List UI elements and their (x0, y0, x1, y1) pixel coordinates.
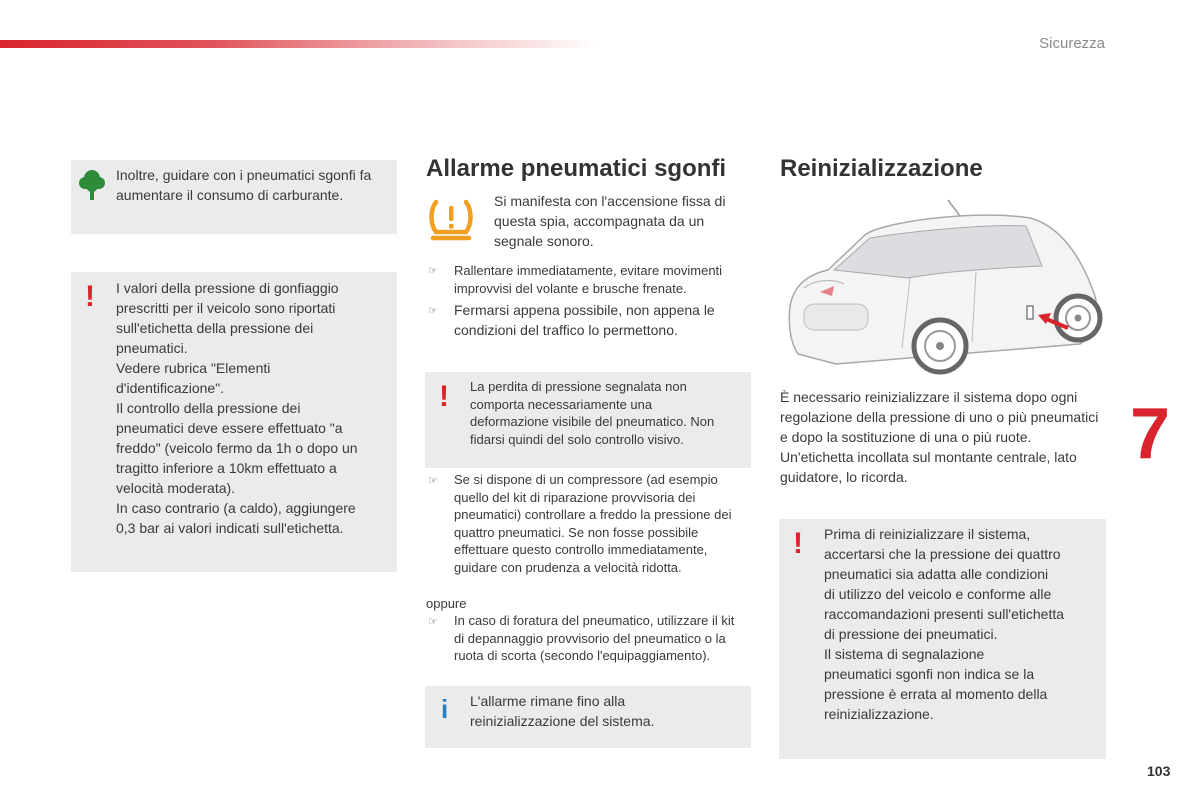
instruction-2: Fermarsi appena possibile, non appena le condizioni del traffico lo permettono. (454, 302, 715, 338)
text-line: Il controllo della pressione dei (116, 400, 301, 416)
chapter-number: 7 (1130, 394, 1171, 474)
top-accent-bar (0, 40, 600, 48)
text-line: reinizializzazione. (824, 706, 934, 722)
visual-check-warning-text: La perdita di pressione segnalata non comporta necessariamente una deformazione visibile del pneumatico. Non fidarsi quindi del solo controllo visivo. (470, 379, 715, 447)
instruction-4: In caso di foratura del pneumatico, utilizzare il kit di depannaggio provvisorio del pneumatico o la ruota di scorta (secondo l'equipaggiamento). (454, 613, 735, 663)
text-line: pneumatici. (116, 340, 188, 356)
intro-text: Si manifesta con l'accensione fissa di questa spia, accompagnata da un segnale sonoro. (494, 193, 726, 249)
car-illustration (780, 196, 1106, 380)
text-line: pneumatici sia adatta alle condizioni (824, 566, 1049, 582)
reset-warning-text (824, 524, 1100, 724)
text-line: di pressione dei pneumatici. (824, 626, 998, 642)
text-line: Il sistema di segnalazione (824, 646, 985, 662)
bullet-arrow-icon: ☞ (428, 475, 438, 487)
text-line: 0,3 bar ai valori indicati sull'etichetta. (116, 520, 344, 536)
text-line: tragitto inferiore a 10km effettuato a (116, 460, 337, 476)
reset-info-text: L'allarme rimane fino alla reinizializzazione del sistema. (470, 693, 655, 729)
text-line: accertarsi che la pressione dei quattro (824, 546, 1061, 562)
text-line: raccomandazioni presenti sull'etichetta (824, 606, 1065, 622)
reset-body-paragraph-2: Un'etichetta incollata sul montante centrale, lato guidatore, lo ricorda. (780, 449, 1077, 485)
eco-tree-icon (79, 168, 105, 202)
text-line: Vedere rubrica "Elementi (116, 360, 271, 376)
text-line: I valori della pressione di gonfiaggio (116, 280, 339, 296)
text-line: d'identificazione". (116, 380, 225, 396)
text-line: pneumatici sgonfi non indica se la (824, 666, 1035, 682)
bullet-arrow-icon: ☞ (428, 305, 438, 317)
text-line: Prima di reinizializzare il sistema, (824, 526, 1031, 542)
visual-check-warning-box (425, 372, 751, 468)
section-name: Sicurezza (1039, 35, 1105, 52)
warning-exclamation-icon: ! (793, 527, 803, 560)
eco-note-box (71, 160, 397, 234)
text-line: pneumatici deve essere effettuato "a (116, 420, 343, 436)
page-number: 103 (1147, 763, 1171, 779)
text-line: In caso contrario (a caldo), aggiungere (116, 500, 356, 516)
text-line: freddo" (veicolo fermo da 1h o dopo un (116, 440, 358, 456)
tyre-pressure-warning-icon (428, 198, 474, 244)
reset-body-text (780, 387, 1106, 487)
bullet-arrow-icon: ☞ (428, 616, 438, 628)
info-icon: i (441, 694, 449, 724)
eco-note-text: Inoltre, guidare con i pneumatici sgonfi fa aumentare il consumo di carburante. (116, 167, 372, 203)
reset-body-paragraph: È necessario reinizializzare il sistema dopo ogni regolazione della pressione di uno o più pneumatici e dopo la sostituzione di una o più ruote. (780, 389, 1099, 445)
section-title-reinizializzazione: Reinizializzazione (780, 155, 983, 182)
instruction-3: Se si dispone di un compressore (ad esempio quello del kit di riparazione provvisoria dei pneumatici) controllare a freddo la pressione dei quattro pneumatici. Se non fosse possibile effettuare questo controllo immediatamente, guidare con prudenza a velocità ridotta. (454, 472, 732, 575)
text-line: di utilizzo del veicolo e conforme alle (824, 586, 1052, 602)
oppure-label: oppure (426, 596, 467, 611)
warning-exclamation-icon: ! (439, 380, 449, 413)
text-line: prescritti per il veicolo sono riportati (116, 300, 336, 316)
instruction-1: Rallentare immediatamente, evitare movimenti improvvisi del volante e brusche frenate. (454, 263, 723, 296)
bullet-arrow-icon: ☞ (428, 265, 438, 277)
text-line: velocità moderata). (116, 480, 236, 496)
pressure-warning-text (116, 278, 391, 538)
text-line: pressione è errata al momento della (824, 686, 1048, 702)
pressure-warning-box (71, 272, 397, 572)
warning-exclamation-icon: ! (85, 280, 95, 313)
text-line: sull'etichetta della pressione dei (116, 320, 314, 336)
section-title-allarme: Allarme pneumatici sgonfi (426, 155, 727, 182)
reset-info-box (425, 686, 751, 748)
reset-warning-box (779, 519, 1106, 759)
